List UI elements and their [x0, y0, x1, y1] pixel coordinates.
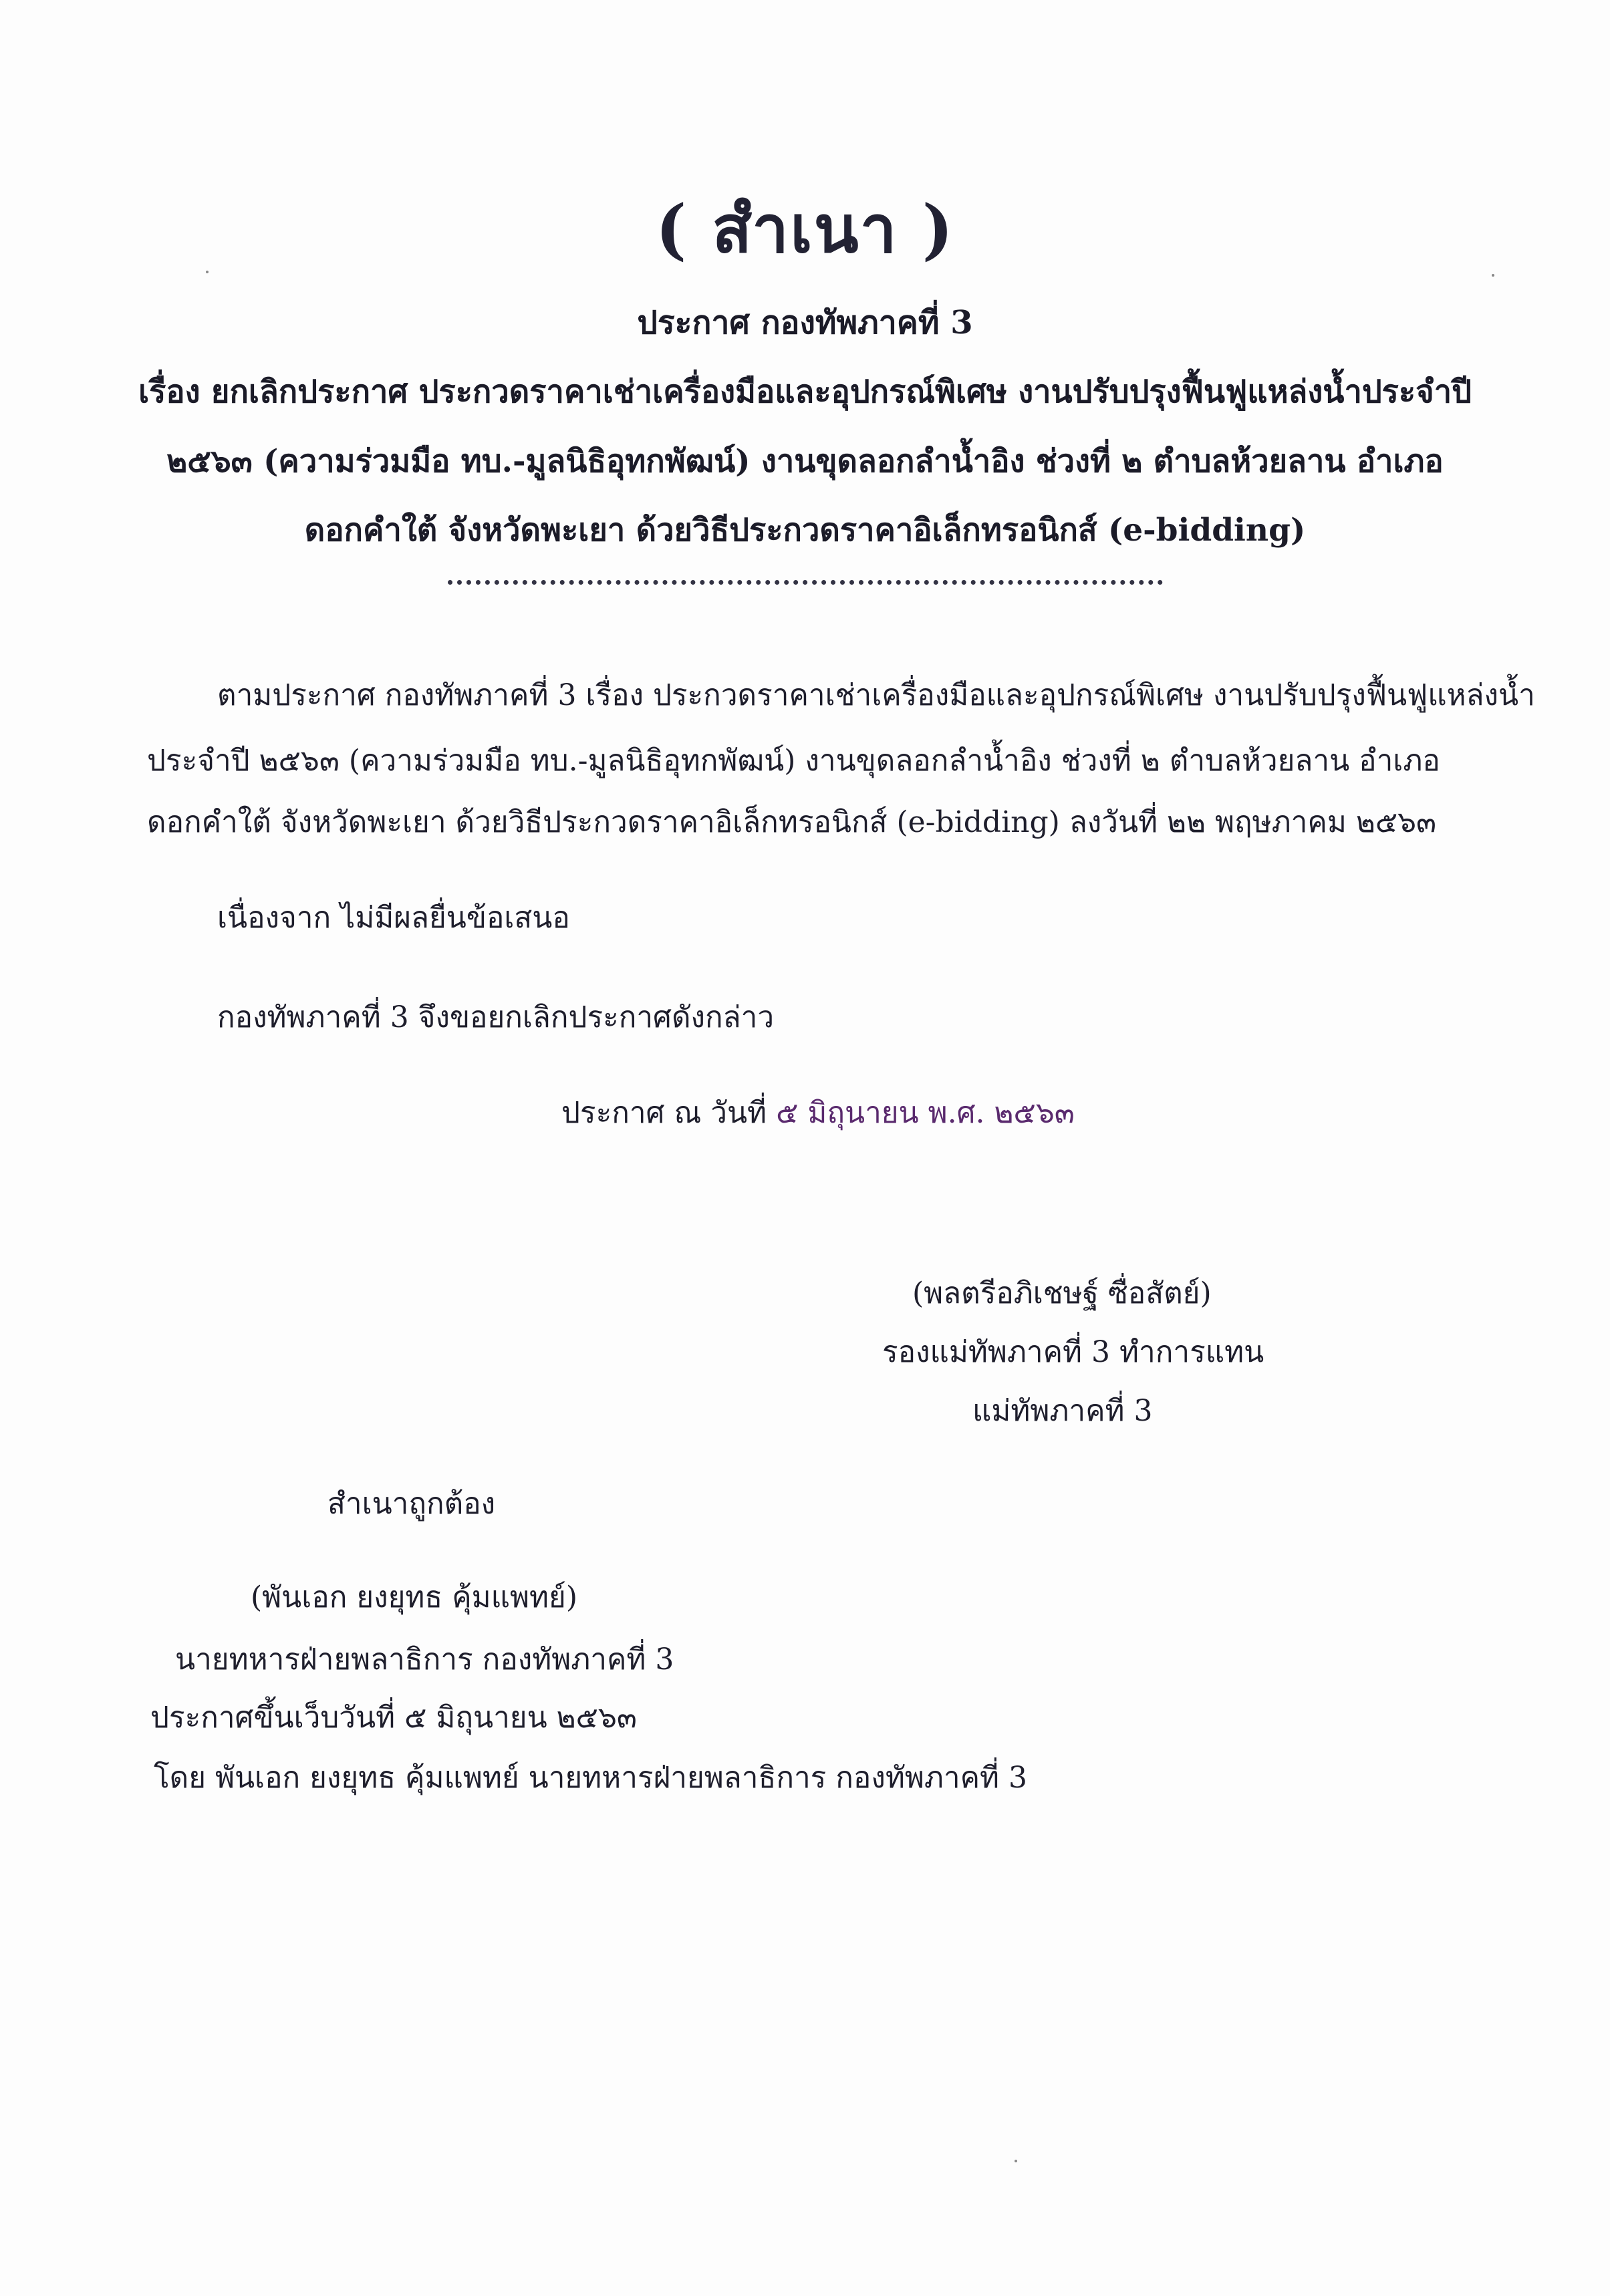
- announcement-date-value: ๕ มิถุนายน พ.ศ. ๒๕๖๓: [776, 1096, 1075, 1130]
- announcement-date-prefix: ประกาศ ณ วันที่: [561, 1096, 767, 1130]
- body-line-2: ประจำปี ๒๕๖๓ (ความร่วมมือ ทบ.-มูลนิธิอุทกพัฒน์) งานขุดลอกลำน้ำอิง ช่วงที่ ๒ ตำบลห้วยลาน อำเภอ: [147, 744, 1440, 778]
- body-line-3: ดอกคำใต้ จังหวัดพะเยา ด้วยวิธีประกวดราคาอิเล็กทรอนิกส์ (e-bidding) ลงวันที่ ๒๒ พฤษภาคม ๒๕๖๓: [147, 805, 1437, 839]
- dotted-divider: [448, 580, 1163, 585]
- scan-speck: [1015, 2160, 1017, 2162]
- announcement-header: ประกาศ กองทัพภาคที่ 3: [637, 304, 973, 341]
- reason-line: เนื่องจาก ไม่มีผลยื่นข้อเสนอ: [217, 901, 570, 935]
- scan-speck: [1492, 274, 1494, 277]
- announcement-date-line: [561, 1089, 1075, 1136]
- certifier-position: นายทหารฝ่ายพลาธิการ กองทัพภาคที่ 3: [175, 1642, 674, 1677]
- certifier-name: (พันเอก ยงยุทธ คุ้มแพทย์): [251, 1580, 577, 1614]
- published-web-line: ประกาศขึ้นเว็บวันที่ ๕ มิถุนายน ๒๕๖๓: [150, 1701, 637, 1735]
- cancellation-line: กองทัพภาคที่ 3 จึงขอยกเลิกประกาศดังกล่าว: [217, 1000, 775, 1034]
- published-by-line: โดย พันเอก ยงยุทธ คุ้มแพทย์ นายทหารฝ่ายพลาธิการ กองทัพภาคที่ 3: [154, 1761, 1027, 1795]
- signatory-position: รองแม่ทัพภาคที่ 3 ทำการแทน: [882, 1335, 1264, 1369]
- scan-speck: [206, 271, 209, 273]
- body-line-1: ตามประกาศ กองทัพภาคที่ 3 เรื่อง ประกวดราคาเช่าเครื่องมือและอุปกรณ์พิเศษ งานปรับปรุงฟื้นฟูแหล่งน้ำ: [217, 678, 1535, 712]
- certified-copy-label: สำเนาถูกต้อง: [327, 1487, 496, 1521]
- subject-line-2: ๒๕๖๓ (ความร่วมมือ ทบ.-มูลนิธิอุทกพัฒน์) งานขุดลอกลำน้ำอิง ช่วงที่ ๒ ตำบลห้วยลาน อำเภอ: [166, 443, 1444, 480]
- subject-line-1: เรื่อง ยกเลิกประกาศ ประกวดราคาเช่าเครื่องมือและอุปกรณ์พิเศษ งานปรับปรุงฟื้นฟูแหล่งน้ำประจำปี: [138, 374, 1472, 410]
- signatory-name: (พลตรีอภิเชษฐ์ ซื่อสัตย์): [912, 1276, 1212, 1310]
- subject-line-3: ดอกคำใต้ จังหวัดพะเยา ด้วยวิธีประกวดราคาอิเล็กทรอนิกส์ (e-bidding): [304, 512, 1306, 549]
- copy-mark-title: ( สำเนา ): [655, 191, 955, 268]
- signatory-position-2: แม่ทัพภาคที่ 3: [972, 1394, 1153, 1428]
